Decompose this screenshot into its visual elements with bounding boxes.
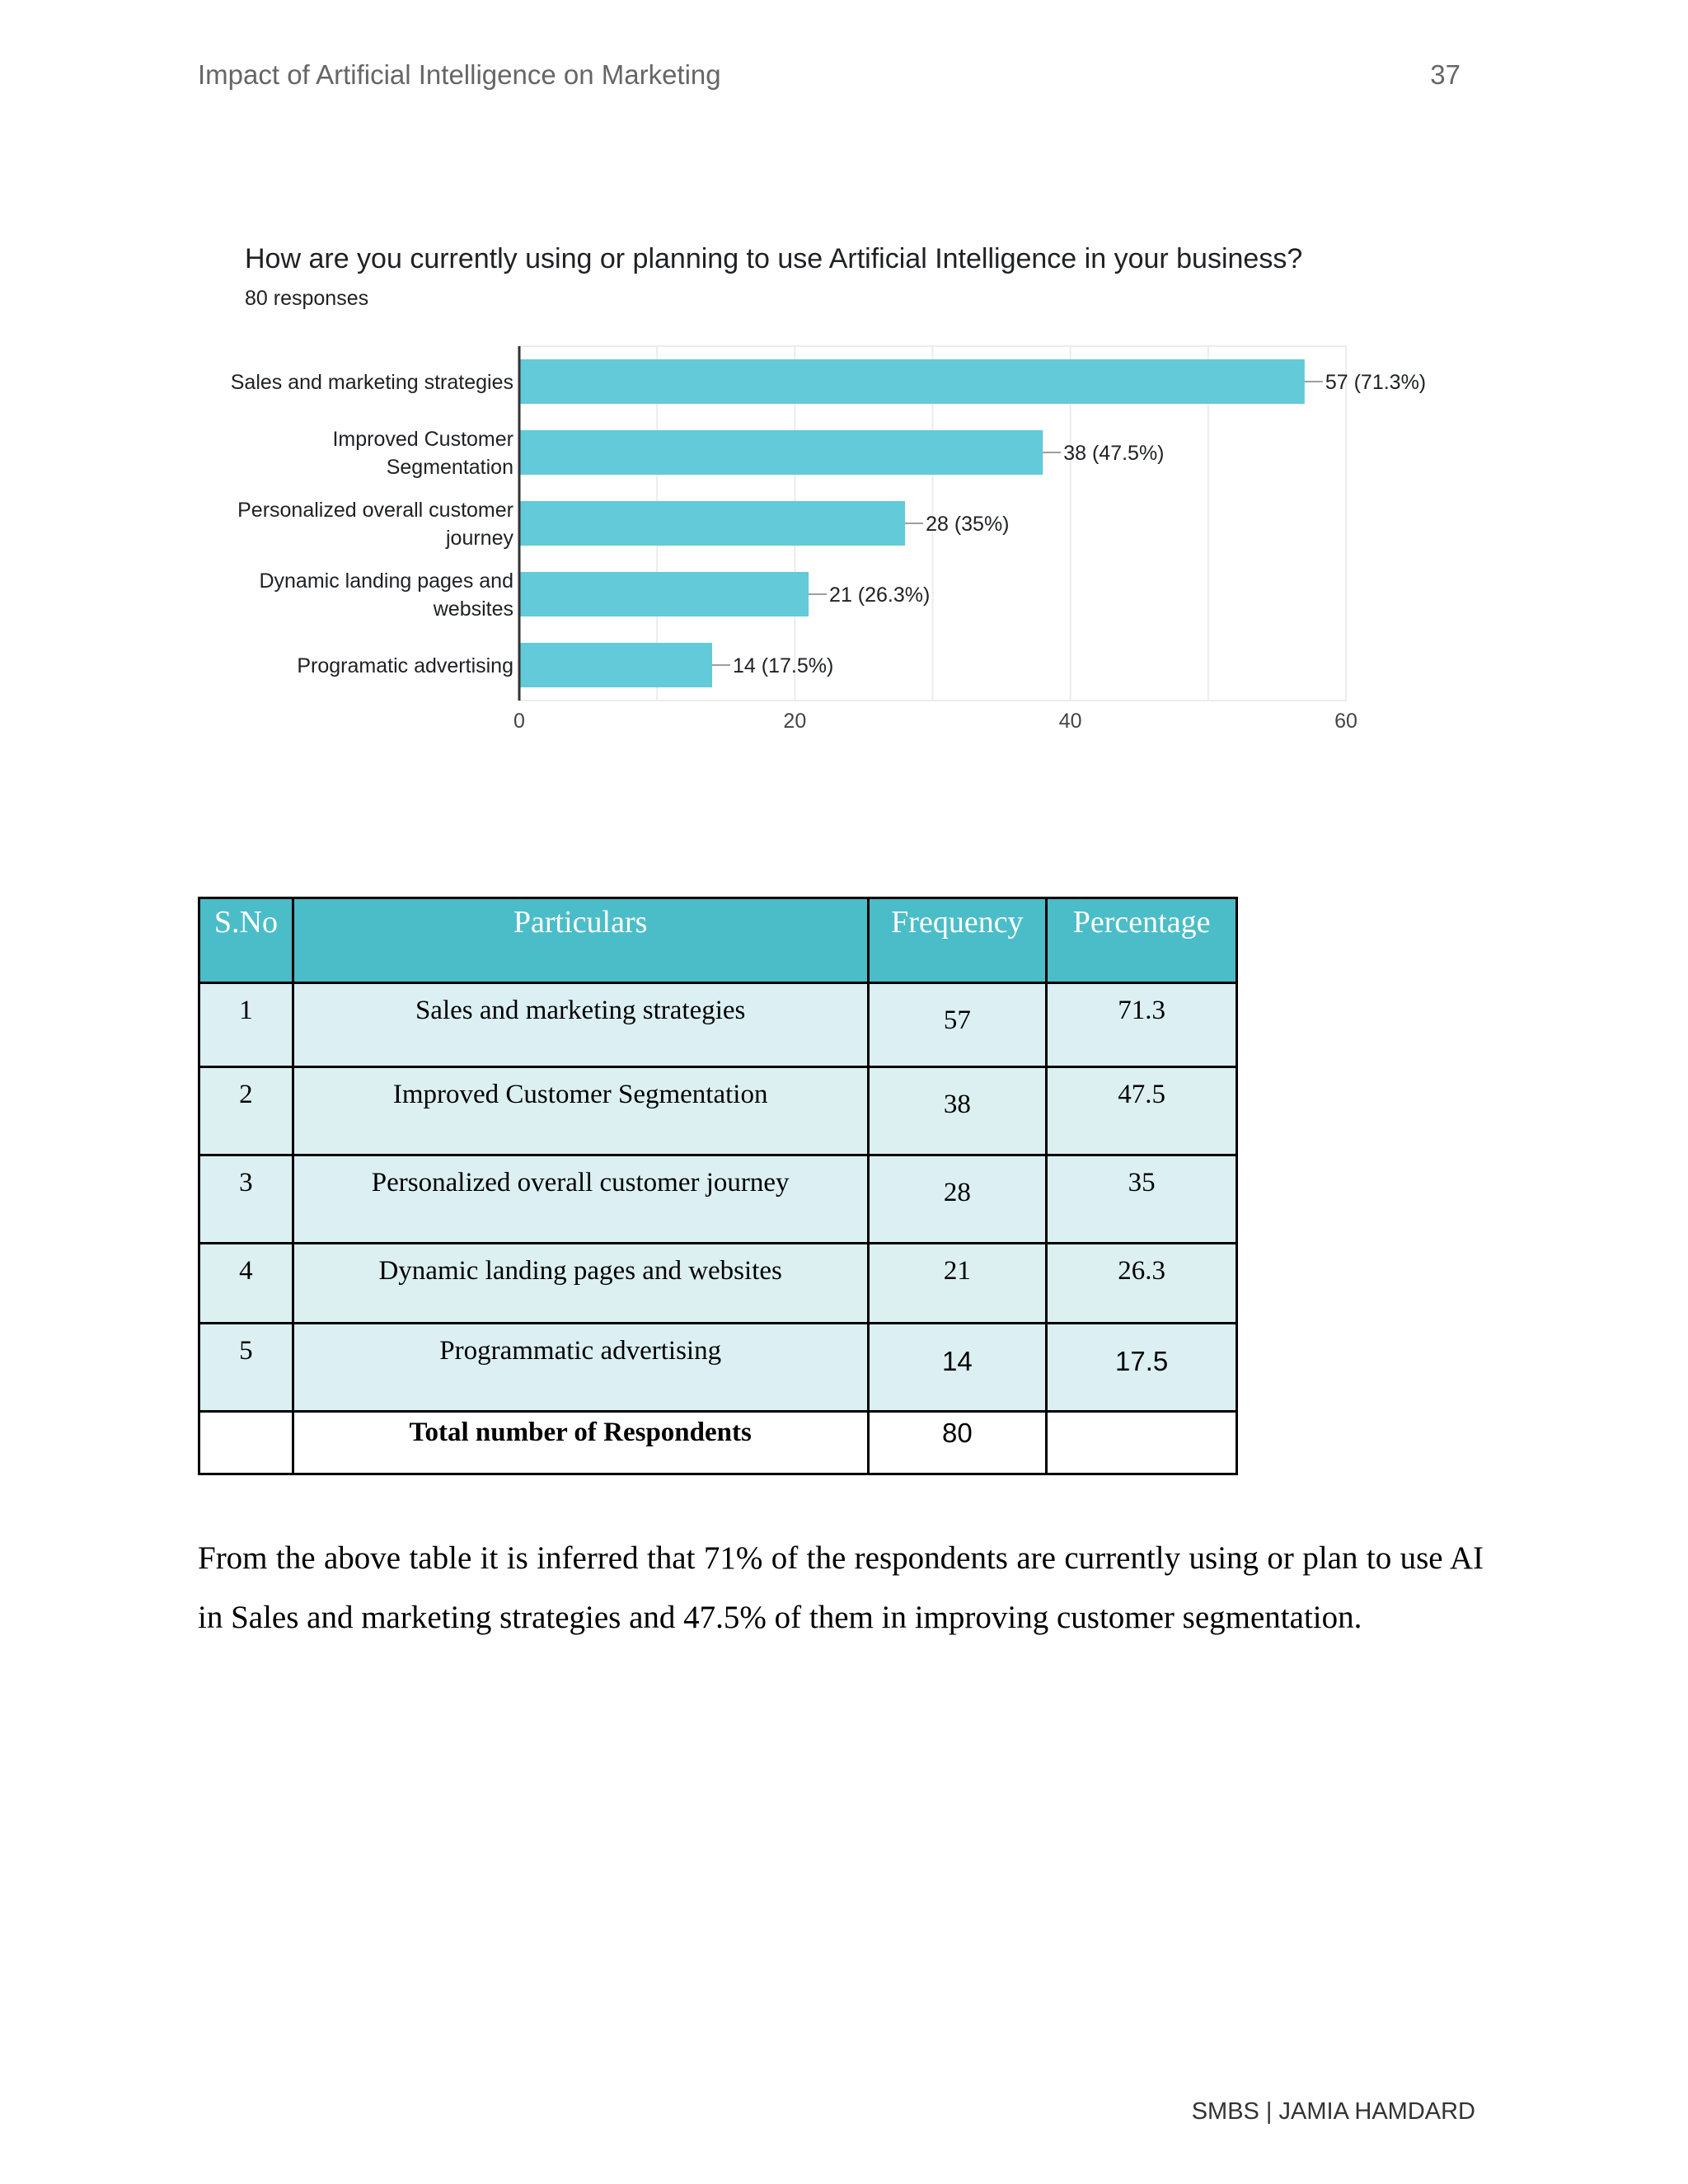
cell-particulars: Personalized overall customer journey <box>293 1155 868 1244</box>
bar <box>519 430 1043 475</box>
table-total-row <box>199 1412 1237 1474</box>
cell-total-label: Total number of Respondents <box>293 1412 868 1474</box>
page-footer: SMBS | JAMIA HAMDARD <box>1191 2098 1475 2125</box>
category-label: Dynamic landing pages and <box>259 569 513 593</box>
cell-total-empty <box>1047 1412 1237 1474</box>
table-row <box>199 1244 1237 1324</box>
bar <box>519 572 809 616</box>
category-label: Personalized overall customer <box>237 499 513 522</box>
x-tick-label: 60 <box>1334 710 1357 733</box>
data-label: 28 (35%) <box>926 513 1010 536</box>
chart-subtitle: 80 responses <box>245 287 369 310</box>
cell-percentage: 35 <box>1047 1155 1237 1244</box>
category-label: Sales and marketing strategies <box>230 371 513 394</box>
cell-particulars: Programmatic advertising <box>293 1324 868 1412</box>
cell-total-value: 80 <box>868 1412 1047 1474</box>
table-row <box>199 1324 1237 1412</box>
inference-paragraph: From the above table it is inferred that 71% of the respondents are currently using or plan to use AI in Sales and marketing strategies and 47.5% of them in improving customer segmentation. <box>198 1540 1484 1635</box>
cell-sno: 5 <box>199 1324 293 1412</box>
bar-chart <box>0 0 1688 783</box>
table-row <box>199 1067 1237 1155</box>
cell-total-empty <box>199 1412 293 1474</box>
x-tick-label: 40 <box>1058 710 1082 733</box>
cell-frequency: 21 <box>868 1244 1047 1324</box>
data-label: 14 (17.5%) <box>733 654 834 677</box>
cell-particulars: Improved Customer Segmentation <box>293 1067 868 1155</box>
cell-frequency: 14 <box>868 1324 1047 1412</box>
cell-percentage: 71.3 <box>1047 983 1237 1067</box>
page-number: 37 <box>1430 59 1461 90</box>
table-row <box>199 1155 1237 1244</box>
header-frequency: Frequency <box>868 898 1047 983</box>
chart-title: How are you currently using or planning to use Artificial Intelligence in your business? <box>245 243 1303 274</box>
cell-percentage: 26.3 <box>1047 1244 1237 1324</box>
category-label: Improved Customer <box>332 428 513 451</box>
x-tick-label: 0 <box>513 710 525 733</box>
frequency-table <box>198 897 1238 1475</box>
table-header-row <box>199 898 1237 983</box>
running-header-title: Impact of Artificial Intelligence on Marketing <box>198 59 721 90</box>
cell-frequency: 28 <box>868 1155 1047 1244</box>
cell-sno: 3 <box>199 1155 293 1244</box>
bar <box>519 359 1305 404</box>
category-label: websites <box>433 598 513 621</box>
header-sno: S.No <box>199 898 293 983</box>
cell-particulars: Sales and marketing strategies <box>293 983 868 1067</box>
bar <box>519 643 712 687</box>
cell-percentage: 17.5 <box>1047 1324 1237 1412</box>
cell-frequency: 38 <box>868 1067 1047 1155</box>
header-percentage: Percentage <box>1047 898 1237 983</box>
bar <box>519 501 905 546</box>
table-row <box>199 983 1237 1067</box>
category-label: Segmentation <box>386 456 513 479</box>
cell-percentage: 47.5 <box>1047 1067 1237 1155</box>
data-label: 21 (26.3%) <box>829 583 931 607</box>
category-label: journey <box>446 527 513 550</box>
cell-particulars: Dynamic landing pages and websites <box>293 1244 868 1324</box>
data-label: 57 (71.3%) <box>1325 371 1427 394</box>
x-tick-label: 20 <box>783 710 807 733</box>
category-label: Programatic advertising <box>297 654 513 677</box>
data-label: 38 (47.5%) <box>1063 442 1165 465</box>
cell-sno: 1 <box>199 983 293 1067</box>
header-particulars: Particulars <box>293 898 868 983</box>
cell-sno: 4 <box>199 1244 293 1324</box>
cell-sno: 2 <box>199 1067 293 1155</box>
cell-frequency: 57 <box>868 983 1047 1067</box>
